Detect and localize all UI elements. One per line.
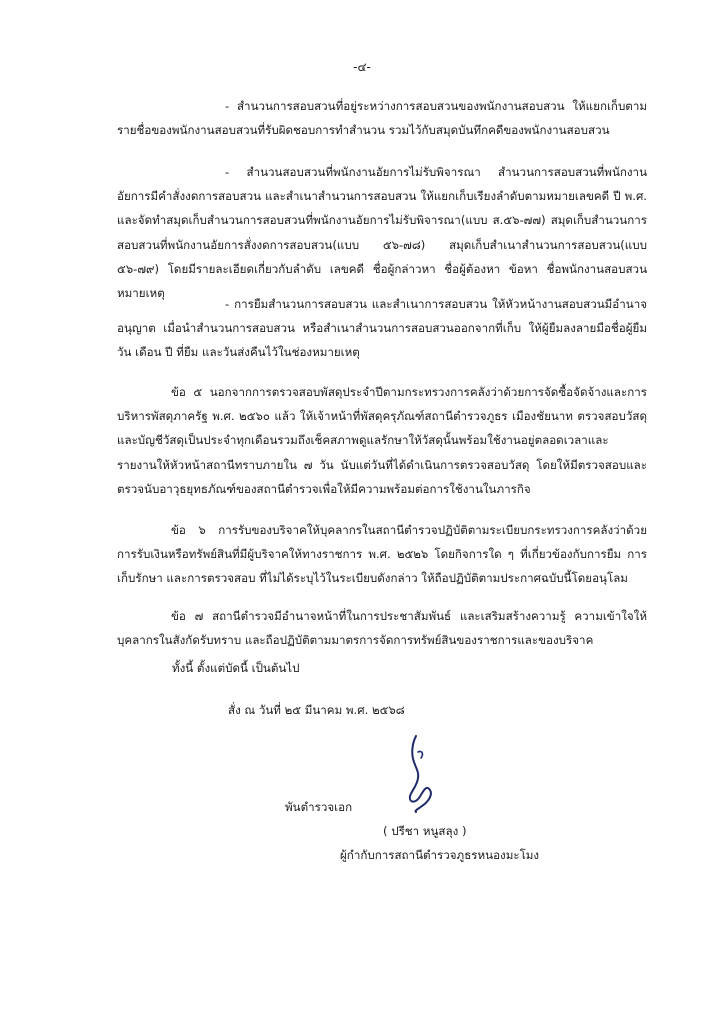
paragraph-text: ข้อ ๕ นอกจากการตรวจสอบพัสดุประจำปีตามกระทรวงการคลังว่าด้วยการจัดซื้อจัดจ้างและการบริหารพัสดุภาครัฐ พ.ศ. ๒๕๖๐ แล้ว ให้เจ้าหน้าที่พัสดุครุภัณฑ์สถานีตำรวจภูธร เมืองชัยนาท ตรวจสอบวัสดุ และบัญชีวัสดุเป็นประจำทุกเดือนรวมถึงเช็คสภาพดูแลรักษาให้วัสดุนั้นพร้อมใช้งานอยู่ตลอดเวลาและรายงานให้หัวหน้าสถานีทราบภายใน ๗ วัน นับแต่วันที่ได้ดำเนินการตรวจสอบวัสดุ โดยให้มีตรวจสอบและตรวจนับอาวุธยุทธภัณฑ์ของสถานีตำรวจเพื่อให้มีความพร้อมต่อการใช้งานในภารกิจ bbox=[117, 385, 647, 496]
signer-rank: พันตำรวจเอก bbox=[285, 800, 353, 814]
paragraph-borrowing bbox=[117, 292, 647, 365]
paragraph-text: - การยืมสำนวนการสอบสวน และสำเนาการสอบสวน ให้หัวหน้างานสอบสวนมีอำนาจอนุญาต เมื่อนำสำนวนการสอบสวน หรือสำเนาสำนวนการสอบสวนออกจากที่เก็บ ให้ผู้ยืมลงลายมือชื่อผู้ยืม วัน เดือน ปี ที่ยืม และวันส่งคืนไว้ในช่องหมายเหตุ bbox=[117, 297, 647, 360]
paragraph-text: ข้อ ๖ การรับของบริจาคให้บุคลากรในสถานีตำรวจปฏิบัติตามระเบียบกระทรวงการคลังว่าด้วยการรับเงินหรือทรัพย์สินที่มีผู้บริจาคให้ทางราชการ พ.ศ. ๒๕๒๖ โดยกิจการใด ๆ ที่เกี่ยวข้องกับการยืม การเก็บรักษา และการตรวจสอบ ที่ไม่ได้ระบุไว้ในระเบียบดังกล่าว ให้ถือปฏิบัติตามประกาศฉบับนี้โดยอนุโลม bbox=[117, 523, 647, 586]
paragraph-rejected-cases bbox=[117, 160, 647, 305]
order-date: สั่ง ณ วันที่ ๒๕ มีนาคม พ.ศ. ๒๕๖๘ bbox=[228, 703, 405, 717]
paragraph-text: ข้อ ๗ สถานีตำรวจมีอำนาจหน้าที่ในการประชาสัมพันธ์ และเสริมสร้างความรู้ ความเข้าใจให้บุคลากรในสังกัดรับทราบ และถือปฏิบัติตามมาตรการจัดการทรัพย์สินของราชการและของบริจาค bbox=[117, 609, 647, 648]
page-number: -๔- bbox=[353, 60, 371, 74]
clause-6 bbox=[117, 518, 647, 591]
paragraph-ongoing-cases bbox=[117, 94, 647, 142]
handwritten-signature bbox=[402, 732, 442, 814]
clause-5 bbox=[117, 380, 647, 501]
signer-position: ผู้กำกับการสถานีตำรวจภูธรหนองมะโมง bbox=[340, 848, 540, 862]
clause-7 bbox=[117, 604, 647, 652]
paragraph-text: - สำนวนสอบสวนที่พนักงานอัยการไม่รับพิจารณา สำนวนการสอบสวนที่พนักงานอัยการมีคำสั่งงดการสอบสวน และสำเนาสำนวนการสอบสวน ให้แยกเก็บเรียงลำดับตามหมายเลขคดี ปี พ.ศ. และจัดทำสมุดเก็บสำนวนการสอบสวนที่พนักงานอัยการไม่รับพิจารณา(แบบ ส.๕๖-๗๗) สมุดเก็บสำนวนการสอบสวนที่พนักงานอัยการสั่งงดการสอบสวน(แบบ ๕๖-๗๘) สมุดเก็บสำเนาสำนวนการสอบสวน(แบบ ๕๖-๗๙) โดยมีรายละเอียดเกี่ยวกับลำดับ เลขคดี ชื่อผู้กล่าวหา ชื่อผู้ต้องหา ข้อหา ชื่อพนักงานสอบสวน หมายเหตุ bbox=[117, 165, 647, 301]
effective-statement: ทั้งนี้ ตั้งแต่บัดนี้ เป็นต้นไป bbox=[172, 661, 300, 675]
signer-name: ( ปรีชา หนูสลุง ) bbox=[383, 824, 467, 838]
paragraph-text: - สำนวนการสอบสวนที่อยู่ระหว่างการสอบสวนของพนักงานสอบสวน ให้แยกเก็บตามรายชื่อของพนักงานสอบสวนที่รับผิดชอบการทำสำนวน รวมไว้กับสมุดบันทึกคดีของพนักงานสอบสวน bbox=[117, 99, 647, 138]
